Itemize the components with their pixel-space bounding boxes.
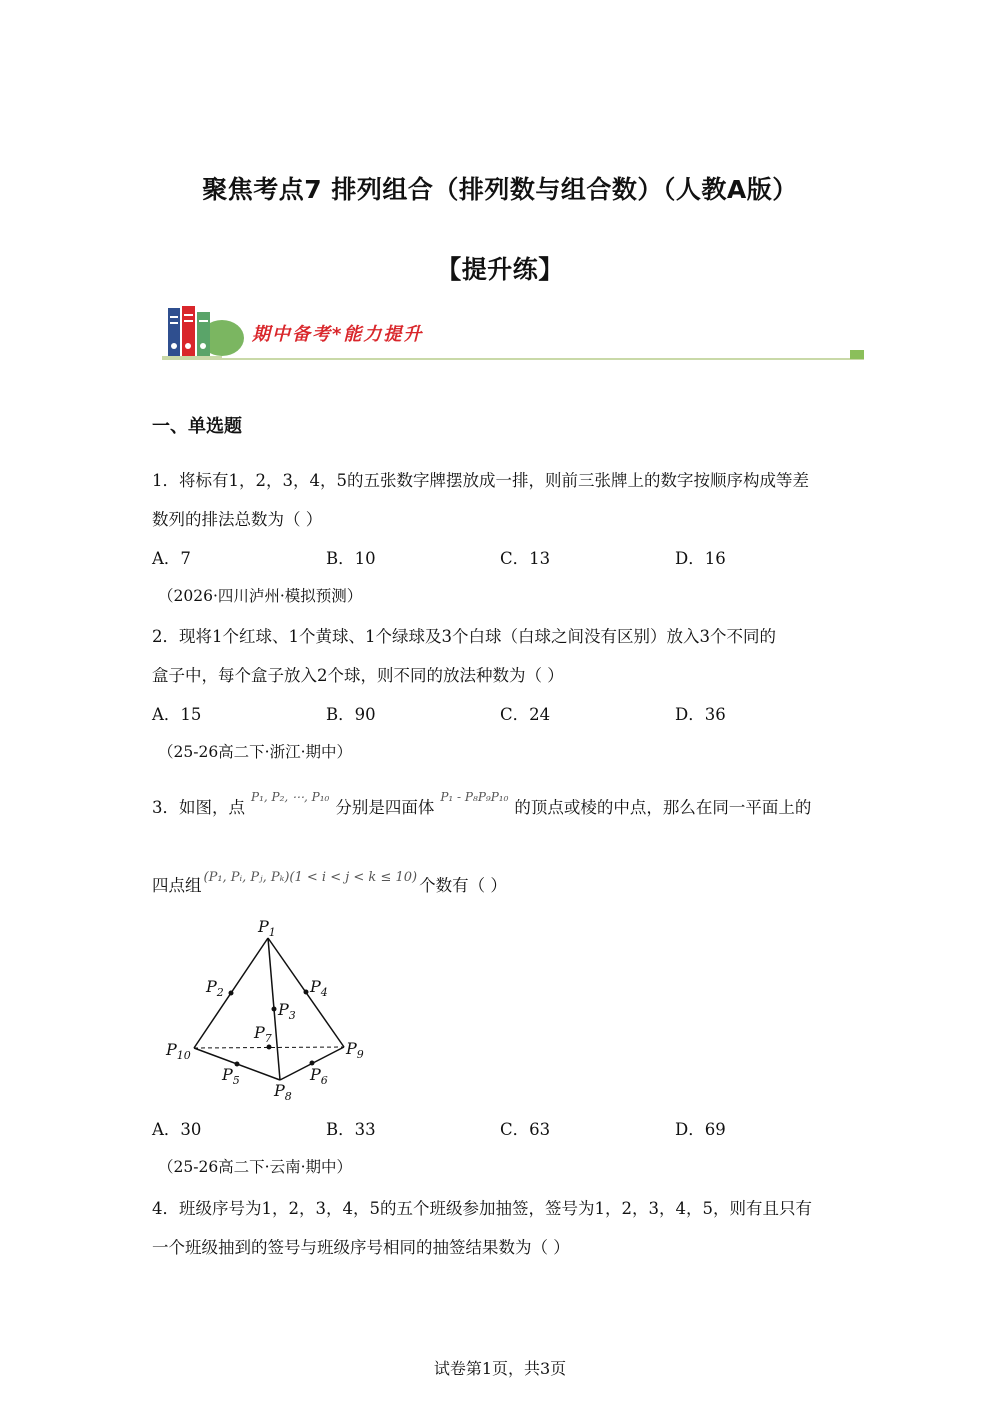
q3-line1 (152, 790, 812, 818)
section-banner (162, 302, 872, 366)
q4-source: （25-26高二下·云南·期中） (158, 1158, 353, 1176)
label-p8: $P_8$ (274, 1081, 292, 1103)
q2-option-c: C．24 (500, 705, 551, 724)
label-p7: $P_7$ (254, 1023, 272, 1045)
label-p6: $P_6$ (310, 1065, 328, 1087)
page-footer: 试卷第1页，共3页 (433, 1359, 567, 1378)
banner-text: 期中备考*能力提升 (252, 324, 424, 345)
q2-option-a: A．15 (152, 705, 202, 724)
q3-mid: 分别是四面体 (335, 798, 435, 817)
q2-line2: 盒子中，每个盒子放入2个球，则不同的放法种数为（ ） (152, 666, 564, 685)
page-title: 聚焦考点7 排列组合（排列数与组合数）（人教A版） (202, 175, 798, 204)
p3-dot (272, 1007, 277, 1012)
label-p2: $P_2$ (206, 977, 224, 999)
p2-dot (229, 991, 234, 996)
q3-line2 (152, 872, 507, 896)
label-p9: $P_9$ (346, 1039, 364, 1061)
label-p5: $P_5$ (222, 1065, 240, 1087)
p5-dot (235, 1062, 240, 1067)
q4-line2: 一个班级抽到的签号与班级序号相同的抽签结果数为（ ） (152, 1238, 570, 1257)
q1-option-d: D．16 (675, 549, 726, 568)
label-p4: $P_4$ (310, 977, 328, 999)
q3-line2-suffix: 个数有（ ） (419, 876, 507, 895)
p4-dot (304, 990, 309, 995)
q3-suffix: 的顶点或棱的中点，那么在同一平面上的 (514, 798, 812, 817)
q1-option-a: A．7 (152, 549, 191, 568)
label-p1: $P_1$ (258, 917, 276, 939)
q3-option-d: D．69 (675, 1120, 726, 1139)
label-p3: $P_3$ (278, 1000, 296, 1022)
books-icon (162, 302, 252, 366)
q3-formula-quadruple: (P₁, Pᵢ, Pⱼ, Pₖ)(1 < i < j < k ≤ 10) (203, 870, 418, 885)
q3-formula-tetrahedron: P₁ - P₈P₉P₁₀ (440, 790, 509, 804)
q1-option-c: C．13 (500, 549, 551, 568)
page-subtitle: 【提升练】 (436, 255, 564, 284)
q3-option-a: A．30 (152, 1120, 202, 1139)
banner-marker (850, 350, 864, 359)
q2-line1: 2．现将1个红球、1个黄球、1个绿球及3个白球（白球之间没有区别）放入3个不同的 (152, 627, 776, 646)
tetrahedron-figure (160, 912, 380, 1104)
q3-source: （25-26高二下·浙江·期中） (158, 743, 353, 761)
q4-line1: 4．班级序号为1，2，3，4，5的五个班级参加抽签，签号为1，2，3，4，5，则有且只有 (152, 1199, 812, 1218)
p7-dot (267, 1045, 272, 1050)
q3-formula-points: P₁, P₂, ⋯, P₁₀ (251, 790, 330, 804)
q1-option-b: B．10 (326, 549, 376, 568)
banner-rule (180, 358, 864, 360)
q3-prefix: 3．如图，点 (152, 798, 245, 817)
q3-option-b: B．33 (326, 1120, 376, 1139)
label-p10: $P_{10}$ (166, 1040, 191, 1062)
q3-option-c: C．63 (500, 1120, 551, 1139)
q2-source: （2026·四川泸州·模拟预测） (158, 587, 363, 605)
q2-option-b: B．90 (326, 705, 376, 724)
q1-line1: 1．将标有1，2，3，4，5的五张数字牌摆放成一排，则前三张牌上的数字按顺序构成等差 (152, 471, 809, 490)
q1-line2: 数列的排法总数为（ ） (152, 510, 323, 529)
q2-option-d: D．36 (675, 705, 726, 724)
q3-line2-prefix: 四点组 (152, 876, 202, 895)
section-heading: 一、单选题 (152, 416, 242, 437)
